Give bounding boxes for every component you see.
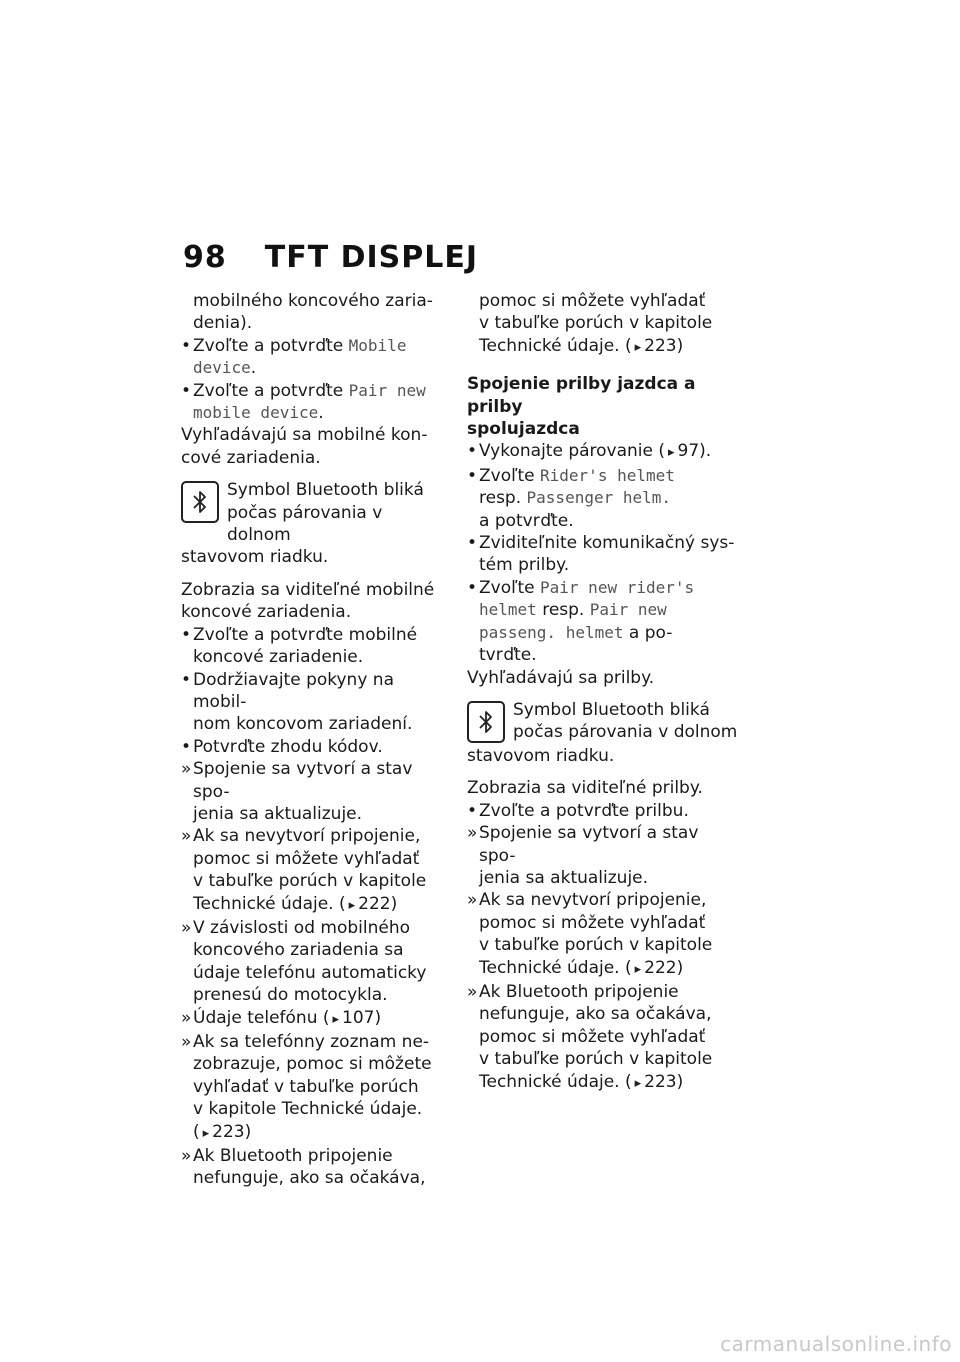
note-text: Symbol Bluetooth bliká xyxy=(513,699,710,720)
bullet-marker: • xyxy=(467,465,478,486)
result-marker: » xyxy=(467,981,478,1002)
list-item: • Zvoľte Rider's helmet resp. Passenger helm. a potvrďte. xyxy=(467,465,675,531)
note-text: Symbol Bluetooth bliká xyxy=(227,480,424,501)
watermark: carmanualsonline.info xyxy=(720,1332,952,1356)
bullet-marker: • xyxy=(181,624,192,645)
note-text: stavovom riadku. xyxy=(181,547,329,568)
section-heading: Spojenie prilby jazdca a prilby xyxy=(467,374,696,417)
ui-label: mobile device xyxy=(193,403,319,423)
result-marker: » xyxy=(181,1007,192,1028)
arrow-right-icon: ▸ xyxy=(634,339,642,355)
bluetooth-icon xyxy=(181,481,219,523)
list-item: • Zvoľte a potvrďte Mobile device. xyxy=(181,335,407,379)
ui-label: Passenger helm. xyxy=(526,488,672,508)
text-line: mobilného koncového zaria- xyxy=(193,291,433,311)
arrow-right-icon: ▸ xyxy=(634,961,642,977)
result-marker: » xyxy=(467,890,478,911)
result-item: » Spojenie sa vytvorí a stav spo- jenia sa aktualizuje. xyxy=(467,823,699,888)
ui-label: Rider's helmet xyxy=(540,465,675,485)
page-header xyxy=(183,240,478,275)
ui-label: Pair new xyxy=(348,380,426,400)
text-line: Zobrazia sa viditeľné mobilné xyxy=(181,579,435,600)
bullet-marker: • xyxy=(467,441,478,462)
bullet-marker: • xyxy=(181,380,192,401)
bluetooth-note xyxy=(467,699,739,767)
bullet-marker: • xyxy=(467,533,478,554)
list-item: • Zvoľte a potvrďte mobilné koncové zariadenie. xyxy=(181,624,418,668)
page-reference[interactable]: 223) xyxy=(644,1071,684,1092)
text-line: Vyhľadávajú sa mobilné kon- xyxy=(181,425,428,446)
result-item: » Ak sa nevytvorí pripojenie, pomoc si môžete vyhľadať v tabuľke porúch v kapitole Technické údaje. ( ▸ 222) xyxy=(467,889,739,981)
bullet-marker: • xyxy=(467,800,478,821)
arrow-right-icon: ▸ xyxy=(202,1125,210,1141)
list-item: • Potvrďte zhodu kódov. xyxy=(181,736,383,757)
result-marker: » xyxy=(181,826,192,847)
arrow-right-icon: ▸ xyxy=(348,897,356,913)
text-line: pomoc si môžete vyhľadať xyxy=(479,291,706,311)
text-line: Technické údaje. ( ▸ 223) xyxy=(467,335,739,359)
result-marker: » xyxy=(181,759,192,780)
result-marker: » xyxy=(467,823,478,844)
page-reference[interactable]: 107) xyxy=(342,1007,382,1028)
bullet-marker: • xyxy=(181,736,192,757)
result-marker: » xyxy=(181,917,192,938)
result-item: » Ak Bluetooth pripojenie nefunguje, ako sa očakáva, pomoc si môžete vyhľadať v tabuľke porúch v kapitole Technické údaje. ( ▸ 223) xyxy=(467,981,739,1095)
result-item: » Údaje telefónu ( ▸ 107) xyxy=(181,1007,451,1031)
page-reference[interactable]: 222) xyxy=(358,893,398,914)
result-item: » Ak sa nevytvorí pripojenie, pomoc si môžete vyhľadať v tabuľke porúch v kapitole Technické údaje. ( ▸ 222) xyxy=(181,825,451,917)
page-reference[interactable]: 223) xyxy=(212,1121,252,1142)
note-text: počas párovania v dolnom xyxy=(513,722,738,743)
page-title: TFT DISPLEJ xyxy=(264,240,479,275)
text-line: Vyhľadávajú sa prilby. xyxy=(467,667,655,688)
left-column xyxy=(181,290,451,1190)
result-marker: » xyxy=(181,1032,192,1052)
bluetooth-note xyxy=(181,479,451,569)
ui-label: Pair new rider's xyxy=(540,577,695,597)
list-item: • Zvoľte Pair new rider's helmet resp. Pair new passeng. helmet a po- tvrďte. xyxy=(467,577,695,666)
page-number: 98 xyxy=(183,240,227,275)
list-item: • Vykonajte párovanie ( ▸ 97). xyxy=(467,440,739,464)
list-item: • Zvoľte a potvrďte Pair new mobile device. xyxy=(181,380,426,424)
text-line: v tabuľke porúch v kapitole xyxy=(479,313,713,334)
list-item: • Zviditeľnite komunikačný sys- tém prilby. xyxy=(467,533,735,576)
section-heading: spolujazdca xyxy=(467,419,580,440)
ui-label: passeng. helmet xyxy=(479,622,624,642)
bullet-marker: • xyxy=(181,669,192,690)
list-item: • Zvoľte a potvrďte prilbu. xyxy=(467,800,689,821)
text-line: koncové zariadenia. xyxy=(181,602,352,623)
ui-label: device xyxy=(193,358,251,378)
arrow-right-icon: ▸ xyxy=(332,1011,340,1027)
bluetooth-icon xyxy=(467,701,505,743)
ui-label: Mobile xyxy=(348,335,407,355)
text-line: denia). xyxy=(193,313,253,334)
list-item: • Dodržiavajte pokyny na mobil- nom koncovom zariadení. xyxy=(181,669,413,735)
ui-label: helmet xyxy=(479,600,537,620)
page-reference[interactable]: 97). xyxy=(677,441,712,462)
result-item: » Ak Bluetooth pripojenie nefunguje, ako sa očakáva, xyxy=(181,1146,426,1189)
result-marker: » xyxy=(181,1146,192,1167)
arrow-right-icon: ▸ xyxy=(634,1075,642,1091)
text-line: Zobrazia sa viditeľné prilby. xyxy=(467,778,703,799)
bullet-marker: • xyxy=(181,335,192,356)
result-item: » Spojenie sa vytvorí a stav spo- jenia sa aktualizuje. xyxy=(181,759,413,824)
page-reference[interactable]: 223) xyxy=(644,335,684,356)
note-text: stavovom riadku. xyxy=(467,745,615,766)
bullet-marker: • xyxy=(467,577,478,598)
note-text: počas párovania v dolnom xyxy=(227,502,383,546)
text-line: cové zariadenia. xyxy=(181,447,321,468)
arrow-right-icon: ▸ xyxy=(668,445,675,461)
result-item: » Ak sa telefónny zoznam ne- zobrazuje, pomoc si môžete vyhľadať v tabuľke porúch v kapitole Technické údaje. ( ▸ 223) xyxy=(181,1031,451,1145)
page-reference[interactable]: 222) xyxy=(644,957,684,978)
result-item: » V závislosti od mobilného koncového zariadenia sa údaje telefónu automaticky prenesú do motocykla. xyxy=(181,917,427,1006)
right-column xyxy=(467,290,739,1095)
ui-label: Pair new xyxy=(589,600,667,620)
